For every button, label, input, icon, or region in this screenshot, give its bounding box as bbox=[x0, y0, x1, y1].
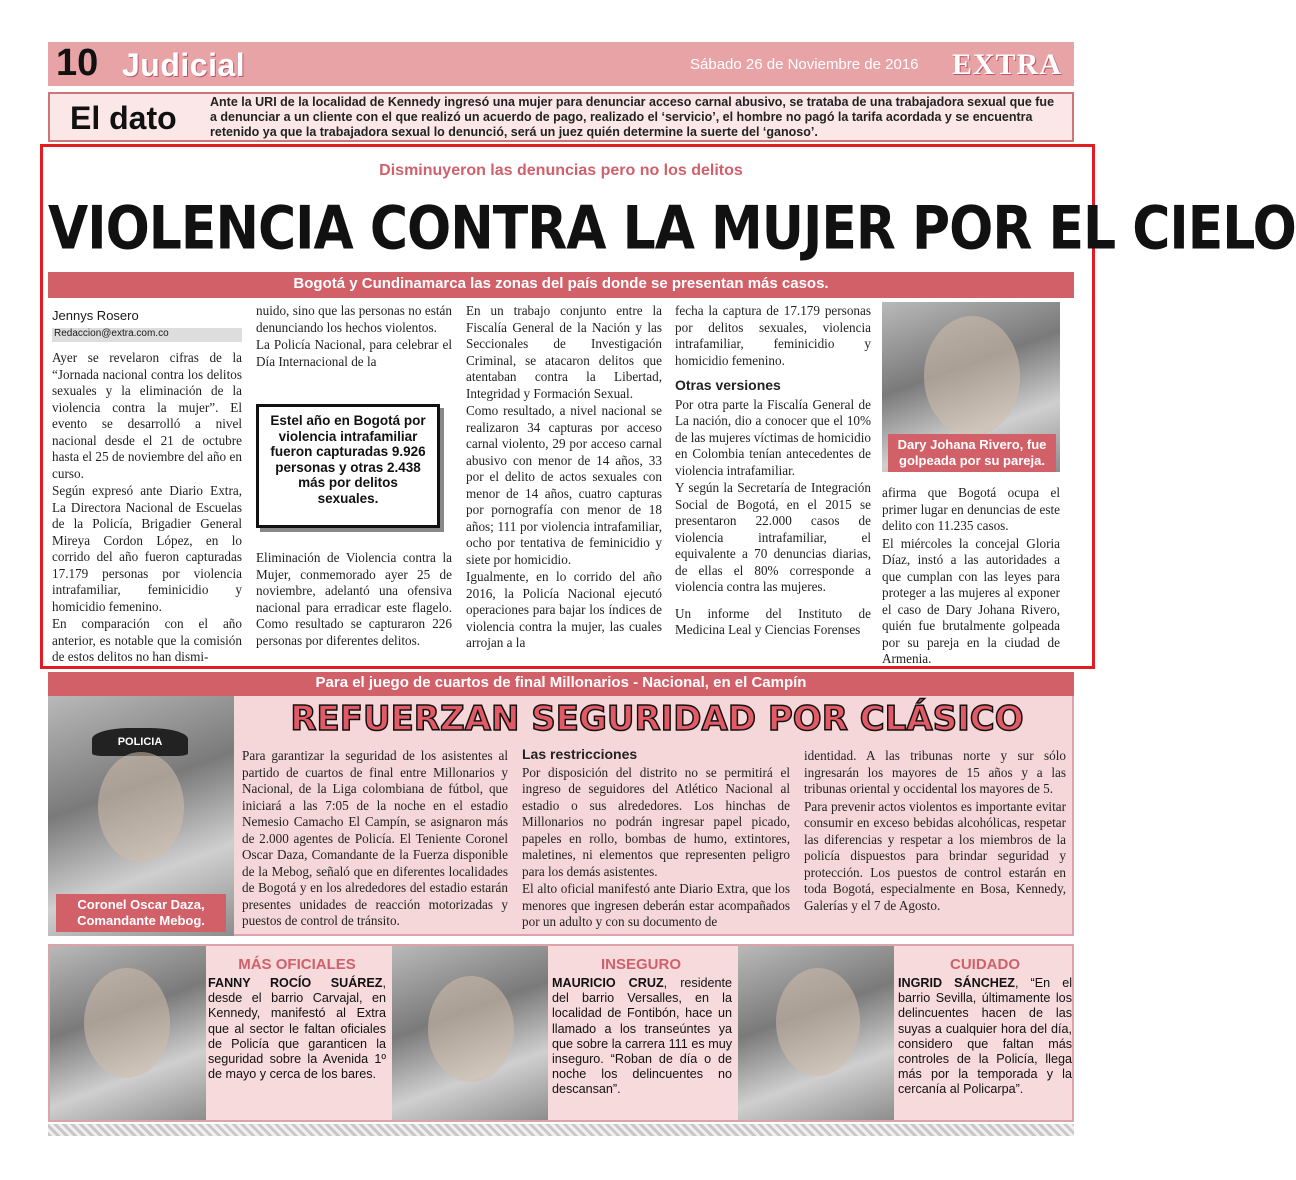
paragraph: La Policía Nacional, para celebrar el Día Internacional de la bbox=[256, 337, 452, 369]
second-headline: REFUERZAN SEGURIDAD POR CLÁSICO bbox=[290, 699, 1024, 739]
testimonial-text-2 bbox=[552, 976, 732, 1098]
paragraph: Eliminación de Violencia contra la Mujer, conmemorado ayer 25 de noviembre, adelantó una ofensiva nacional para erradicar este flagelo. Como resultado se capturaron 226 personas por diferentes delitos. bbox=[256, 550, 452, 648]
second-column-2 bbox=[522, 746, 790, 931]
paragraph: El miércoles la concejal Gloria Díaz, instó a las autoridades a que cumplan con las leyes para proteger a las mujeres al exponer el caso de Dary Johana Rivero, quién fue brutalmente golpeada por su pareja en la ciudad de Armenia. bbox=[882, 535, 1060, 666]
face-shape bbox=[98, 752, 184, 862]
dato-text: Ante la URI de la localidad de Kennedy ingresó una mujer para denunciar acceso carnal abusivo, se trataba de una trabajadora sexual que fue a denunciar a un cliente con el que realizó un acuerdo de pago, realizado el ‘servicio’, el hombre no pagó la tarifa acordada y se encuentra retenido ya que la trabajadora sexual lo denunció, será un juez quién determine la suerte del ‘ganoso’. bbox=[210, 95, 1055, 139]
main-column-3 bbox=[466, 303, 662, 652]
paragraph: Según expresó ante Diario Extra, La Directora Nacional de Escuelas de la Policía, Brigadier General Mireya Cordon López, en lo corrido del año fueron capturadas 17.179 personas por violencia intrafamiliar, feminicidio y homicidio femenino. bbox=[52, 483, 242, 614]
police-photo-caption: Coronel Oscar Daza, Comandante Mebog. bbox=[56, 894, 226, 932]
testimonial-photo-mauricio bbox=[392, 946, 548, 1120]
issue-date: Sábado 26 de Noviembre de 2016 bbox=[690, 56, 919, 73]
paragraph: Igualmente, en lo corrido del año 2016, la Policía Nacional ejecutó operaciones para bajar los índices de violencia contra la mujer, las cuales arrojan a la bbox=[466, 569, 662, 650]
main-column-1 bbox=[52, 350, 242, 666]
paragraph: Como resultado, a nivel nacional se realizaron 34 capturas por acceso carnal violento, 29 por acceso carnal abusivo con menor de 14 años, 33 por el delito de actos sexuales con menor de 14 años, cuatro capturas por pornografía con menor de 18 años; 111 por violencia intrafamiliar, ocho por tentativa de feminicidio y siete por homicidio. bbox=[466, 403, 662, 567]
testimonial-text-1 bbox=[208, 976, 386, 1082]
testimonial-photo-fanny bbox=[50, 946, 206, 1120]
paragraph: Ayer se revelaron cifras de la “Jornada nacional contra los delitos sexuales y la eliminación de la violencia contra la mujer”. El evento se desarrolló a nivel nacional desde el 21 de octubre hasta el 25 de noviembre del año en curso. bbox=[52, 350, 242, 481]
paragraph: Por disposición del distrito no se permitirá el ingreso de seguidores del Atlético Nacional al estadio o sus alrededores. Los hinchas de Millonarios no podrán ingresar papel picado, papeles en rollo, bombas de humo, extintores, maletines, ni elementos que representen peligro para los demás asistentes. bbox=[522, 764, 790, 879]
testimonial-photo-ingrid bbox=[738, 946, 894, 1120]
paragraph: En comparación con el año anterior, es notable que la comisión de estos delitos no han dismi- bbox=[52, 616, 242, 664]
newspaper-logo: EXTRA bbox=[952, 48, 1063, 81]
main-column-2-bottom bbox=[256, 550, 452, 649]
dato-label: El dato bbox=[70, 100, 177, 136]
testimonial-kicker-1: MÁS OFICIALES bbox=[238, 956, 356, 973]
victim-photo-caption: Dary Johana Rivero, fue golpeada por su pareja. bbox=[888, 434, 1056, 472]
paragraph: fecha la captura de 17.179 personas por delitos sexuales, violencia intrafamiliar, feminicidio y homicidio femenino. bbox=[675, 303, 871, 368]
section-name: Judicial bbox=[122, 47, 246, 83]
paragraph: Para garantizar la seguridad de los asistentes al partido de cuartos de final entre Millonarios y Nacional, de la Liga colombiana de fútbol, que iniciará a las 7:05 de la noche en el estadio Nemesio Camacho El Campín, se asignaron más de 2.000 agentes de Policía. El Teniente Coronel Oscar Daza, Comandante de la Fuerza disponible de la Mebog, señaló que en diferentes localidades de Bogotá y en los alrededores del estadio estarán presentes unidades de reacción motorizadas y puestos de control de tránsito. bbox=[242, 748, 508, 928]
paragraph: Y según la Secretaría de Integración Social de Bogotá, en el 2015 se presentaron 22.000 casos de violencia intrafamiliar, el equivalente a 70 denuncias diarias, de ellas el 80% corresponde a violencia contra las mujeres. bbox=[675, 480, 871, 594]
byline: Jennys Rosero bbox=[52, 308, 139, 323]
face-shape bbox=[428, 976, 514, 1082]
main-headline: VIOLENCIA CONTRA LA MUJER POR EL CIELO bbox=[48, 194, 1296, 264]
paragraph: afirma que Bogotá ocupa el primer lugar en denuncias de este delito con 11.235 casos. bbox=[882, 485, 1060, 533]
testimonial-text-3 bbox=[898, 976, 1072, 1098]
subtitle-otras-versiones: Otras versiones bbox=[675, 377, 781, 393]
main-column-4 bbox=[675, 303, 871, 639]
subtitle-restricciones: Las restricciones bbox=[522, 746, 638, 762]
second-column-1 bbox=[242, 748, 508, 930]
paragraph: En un trabajo conjunto entre la Fiscalía General de la Nación y las Seccionales de Investigación Criminal, se atacaron delitos que atentaban contra la Libertad, Integridad y Formación Sexual. bbox=[466, 303, 662, 401]
second-kicker: Para el juego de cuartos de final Millonarios - Nacional, en el Campín bbox=[315, 674, 807, 691]
testimonial-kicker-2: INSEGURO bbox=[600, 956, 681, 973]
testimonial-kicker-3: CUIDADO bbox=[950, 956, 1020, 973]
page-number: 10 bbox=[56, 42, 99, 84]
main-column-2-top bbox=[256, 303, 452, 370]
main-column-5 bbox=[882, 485, 1060, 668]
face-shape bbox=[84, 968, 170, 1078]
testimonial-name-3: INGRID SÁNCHEZ bbox=[898, 976, 1015, 990]
testimonial-body-2: , residente del barrio Versalles, en la localidad de Fontibón, hace un llamado a los transeúntes ya que sobre la carrera 111 es muy inseguro. “Roban de día o de noche los delincuentes no descansan”. bbox=[552, 976, 733, 1097]
paragraph: identidad. A las tribunas norte y sur sólo ingresarán los mayores de 15 años y a las tribunas oriental y occidental los mayores de 5. bbox=[804, 748, 1066, 796]
paragraph: nuido, sino que las personas no están denunciando los hechos violentos. bbox=[256, 303, 452, 335]
paragraph: Para prevenir actos violentos es importante evitar consumir en exceso bebidas alcohólicas, respetar las diferencias y respetar a los miembros de la policía dispuestos para brindar seguridad y protección. Los puestos de control estarán en toda Bogotá, especialmente en Bosa, Kennedy, Galerías y el 7 de Agosto. bbox=[804, 798, 1066, 913]
byline-email: Redaccion@extra.com.co bbox=[52, 328, 242, 342]
paragraph: Un informe del Instituto de Medicina Leal y Ciencias Forenses bbox=[675, 605, 871, 637]
main-kicker: Disminuyeron las denuncias pero no los delitos bbox=[379, 162, 743, 179]
paragraph: Por otra parte la Fiscalía General de La nación, dio a conocer que el 10% de las mujeres víctimas de homicidio en Colombia tenían antecedentes de violencia intrafamiliar. bbox=[675, 396, 871, 478]
second-column-3 bbox=[804, 748, 1066, 914]
testimonial-name-2: MAURICIO CRUZ bbox=[552, 976, 664, 990]
testimonial-body-1: , desde el barrio Carvajal, en Kennedy, manifestó al Extra que al sector le faltan oficiales de Policía que garanticen la seguridad sobre la Avenida 1º de mayo y cerca de los bares. bbox=[208, 976, 386, 1082]
face-shape bbox=[924, 316, 1020, 436]
stat-callout: Estel año en Bogotá por violencia intrafamiliar fueron capturadas 9.926 personas y otras 2.438 más por delitos sexuales. bbox=[256, 404, 440, 528]
testimonial-body-3: , “En el barrio Sevilla, últimamente los delincuentes hacen de las suyas a cualquier hora del día, considero que faltan más controles de la Policía, llega más por la temporada y la cercanía al Policarpa”. bbox=[898, 976, 1072, 1097]
bottom-divider-band bbox=[48, 1124, 1074, 1136]
main-subhead: Bogotá y Cundinamarca las zonas del país donde se presentan más casos. bbox=[293, 275, 829, 292]
face-shape bbox=[776, 968, 860, 1076]
testimonial-name-1: FANNY ROCÍO SUÁREZ bbox=[208, 976, 383, 990]
paragraph: El alto oficial manifestó ante Diario Extra, que los menores que ingresen deberán estar acompañados por un adulto y con su documento de bbox=[522, 881, 790, 929]
police-cap: POLICIA bbox=[92, 728, 188, 756]
